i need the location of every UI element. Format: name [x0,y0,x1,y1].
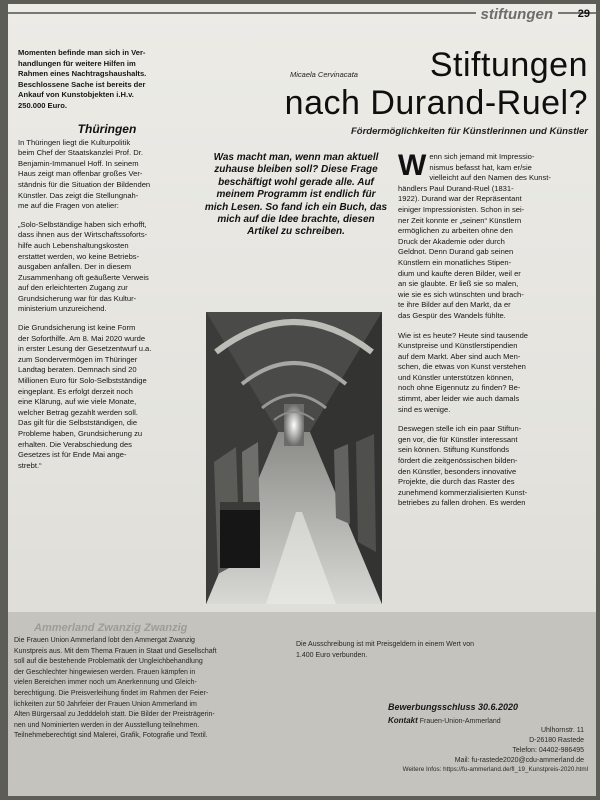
contact-address: Uhlhornstr. 11 D-26180 Rastede Telefon: 04402-986495 Mail: fu-rastede2020@cdu-ammerland.de [454,727,584,764]
paragraph: In Thüringen liegt die Kulturpolitik beim Chef der Staatskanzlei Prof. Dr. Benjamin-Immanuel Hoff. In seinem Haus zeigt man offenbar großes Ver- ständnis für die Situation der Bildenden Künstler. Das zeigt die Stellungnah- me auf die Fragen von atelier: [18,137,151,211]
article-subheadline: Fördermöglichkeiten für Künstlerinnen und Künstler [351,126,588,137]
paragraph: „Solo-Selbständige haben sich erhofft, dass ihnen aus der Wirtschaftssoforts- hilfe auch Lebenshaltungskosten erstattet werden, wo keine Betriebs- ausgaben anfallen. Der in diesem Zusammenhang oft geäußerte Verweis auf den erleichterten Zugang zur Grundsicherung war für das Kultur- ministerium unzureichend. [18,219,149,314]
info-website: Weitere Infos: https://fu-ammerland.de/fl_19_Kunstpreis-2020.html [402,766,588,773]
application-deadline: Bewerbungsschluss 30.6.2020 [388,702,519,712]
corridor-photo [206,312,382,604]
paragraph: Deswegen stelle ich ein paar Stiftun- gen vor, die für Künstler interessant sein können. Stiftung Kunstfonds fördert die zeitgenössischen bilden- den Künstler, besonders innovative Projekte, die durch das Raster des zunehmend kommerzialisierten Kunst- betriebes zu fallen drohen. Es werden [398,424,528,508]
paragraph-text: enn sich jemand mit Impressio- nismus befasst hat, kam er/sie vielleicht auf den Namen des Kunst- händlers Paul Durand-Ruel (1831- 1922). Durand war der Repräsentant einiger Impressionisten. Schon in sei- ner Zeit konnte er „seinen“ Künstlern ermöglichen zu arbeiten ohne den Druck der Akademie oder durch Geldnot. Denn Durand gab seinen Künstlern ein monatliches Stipen- dium und kaufte deren Bilder, weil er an sie glaubte. Er ließ sie so malen, wie sie es sich wünschten und brach- te ihre Bilder auf den Markt, da er das Gespür des Wandels fühlte. [398,152,551,320]
contact-organization: Frauen-Union-Ammerland [419,718,501,725]
page-number: 29 [577,8,590,20]
right-column [398,149,586,518]
article-headline [218,46,588,122]
prize-money-text: Die Ausschreibung ist mit Preisgeldern in einem Wert von 1.400 Euro verbunden. [296,641,475,659]
headline-line: Stiftungen [429,46,588,84]
paragraph: Die Grundsicherung ist keine Form der Soforthilfe. Am 8. Mai 2020 wurde in erster Lesung der Gesetzentwurf u.a. zum Sondervermögen im Thüringer Landtag beraten. Demnach sind 20 Millionen Euro für Solo-Selbstständige eingeplant. Es erfolgt derzeit noch eine Klärung, auf wie viele Monate, welcher Betrag gezahlt werden soll. Das gilt für die Selbstständigen, die Probleme haben, Grundsicherung zu erhalten. Die Verabschiedung des Gesetzes ist für Ende Mai ange- strebt.“ [18,323,152,470]
headline-line: nach Durand-Ruel? [284,84,588,122]
paragraph: Wie ist es heute? Heute sind tausende Kunstpreise und Künstlerstipendien auf dem Markt. Aber sind auch Men- schen, die etwas von Kunst verstehen und Künstler unterstützen können, noch ohne Eigennutz zu finden? Be- stimmt, aber leider wie auch damals sind es wenige. [398,330,529,414]
pull-quote: Was macht man, wenn man aktuell zuhause bleiben soll? Diese Frage beschäftigt wohl gerade alle. Auf meinem Programm ist endlich für mich Lesen. So fand ich ein Buch, das mich auf die Idee brachte, diesen Artikel zu schreiben. [204,152,388,238]
info-box-description: Die Frauen Union Ammerland lobt den Ammergat Zwanzig Kunstpreis aus. Mit dem Thema Frauen in Staat und Gesellschaft soll auf die bestehende Problematik der Ungleichbehandlung der Geschlechter hingewiesen werden. Frauen kämpfen in vielen Bereichen immer noch um Anerkennung und Gleich- berechtigung. Die Preisverleihung findet im Rahmen der Feier- lichkeiten zur 50 Jahrfeier der Frauen Union Ammerland im Alten Bürgersaal zu Jedddeloh statt. Die Bilder der Preisträgerin- nen und Nominierten werden in der Ausstellung teilnehmen. Teilnehmeberechtigt sind Malerei, Grafik, Fotografie und Textil. [14,637,217,740]
author-byline: Micaela Cervinacata [290,70,358,79]
subheading-thueringen: Thüringen [77,121,137,136]
info-box [8,612,596,796]
paragraph [398,149,586,322]
intro-paragraph: Momenten befinde man sich in Ver- handlungen für weitere Hilfen im Rahmen eines Nachtragshaushalts. Beschlossene Sache ist bereits der Ankauf von Kunstobjekten i.H.v. 250.000 Euro. [18,48,147,110]
left-column [18,48,196,479]
section-title: stiftungen [476,6,559,23]
magazine-page [8,4,596,796]
drop-cap: W [398,149,427,182]
info-box-title: Ammerland Zwanzig Zwanzig [34,622,188,634]
contact-label: Kontakt [388,716,418,725]
